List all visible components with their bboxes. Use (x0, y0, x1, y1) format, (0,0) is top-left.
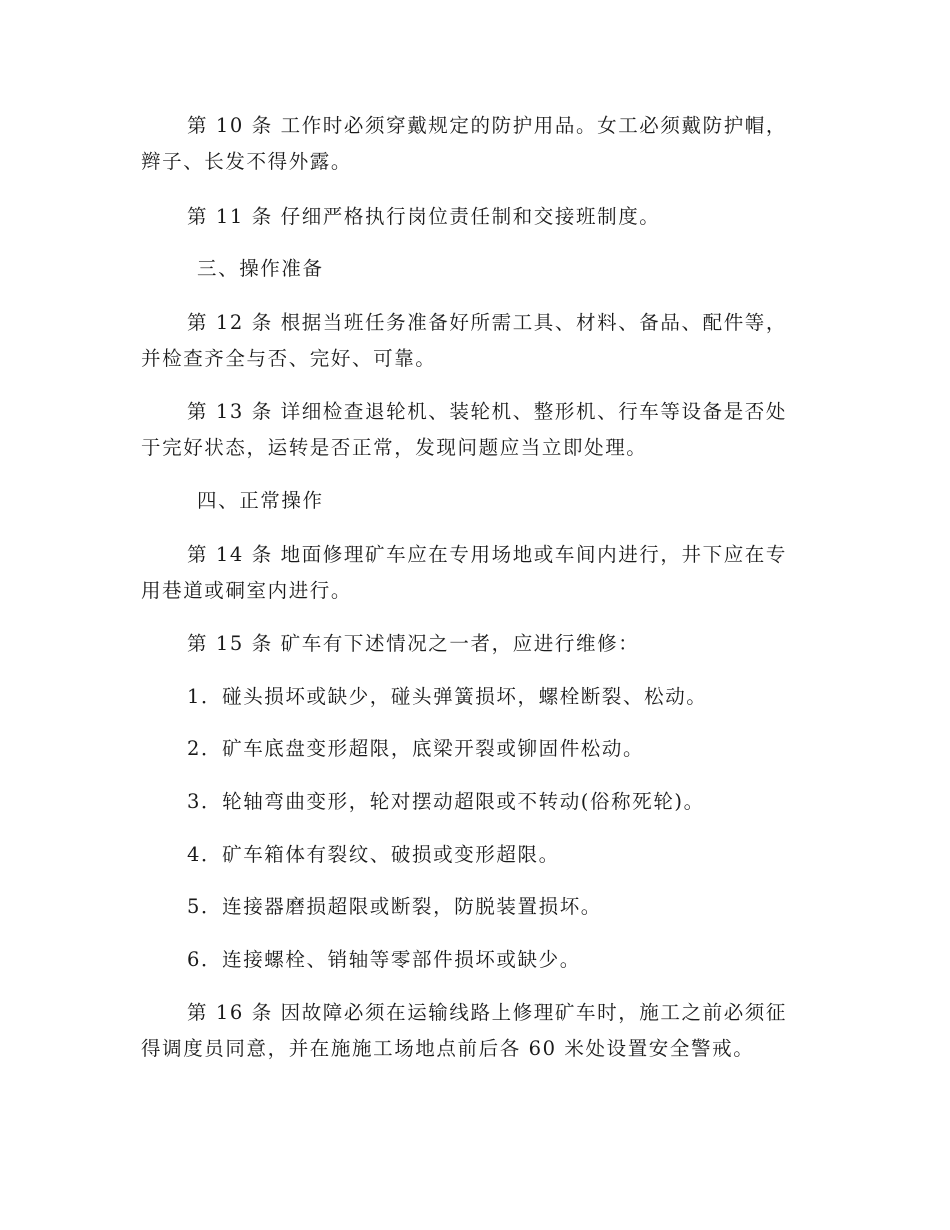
list-item-2: 2．矿车底盘变形超限，底梁开裂或铆固件松动。 (187, 737, 645, 760)
list-item-3: 3．轮轴弯曲变形，轮对摆动超限或不转动(俗称死轮)。 (187, 790, 705, 813)
list-item-5: 5．连接器磨损超限或断裂，防脱装置损坏。 (187, 895, 602, 918)
article-14-line-2: 用巷道或硐室内进行。 (141, 579, 353, 602)
article-12-line-1: 第 12 条 根据当班任务准备好所需工具、材料、备品、配件等， (187, 311, 788, 334)
article-16-line-1: 第 16 条 因故障必须在运输线路上修理矿车时，施工之前必须征 (187, 1001, 788, 1024)
article-11-line-1: 第 11 条 仔细严格执行岗位责任制和交接班制度。 (187, 205, 661, 228)
article-16-line-2: 得调度员同意，并在施施工场地点前后各 60 米处设置安全警戒。 (141, 1037, 755, 1060)
article-10-line-2: 辫子、长发不得外露。 (141, 150, 353, 173)
article-12-line-2: 并检查齐全与否、完好、可靠。 (141, 347, 437, 370)
section-heading-operation-preparation: 三、操作准备 (197, 257, 324, 280)
section-heading-normal-operation: 四、正常操作 (197, 489, 324, 512)
article-13-line-2: 于完好状态，运转是否正常，发现问题应当立即处理。 (141, 436, 648, 459)
article-14-line-1: 第 14 条 地面修理矿车应在专用场地或车间内进行，井下应在专 (187, 543, 788, 566)
article-13-line-1: 第 13 条 详细检查退轮机、装轮机、整形机、行车等设备是否处 (187, 400, 788, 423)
article-15-line-1: 第 15 条 矿车有下述情况之一者，应进行维修： (187, 632, 640, 655)
list-item-6: 6．连接螺栓、销轴等零部件损坏或缺少。 (187, 948, 581, 971)
list-item-1: 1．碰头损坏或缺少，碰头弹簧损坏，螺栓断裂、松动。 (187, 685, 708, 708)
article-10-line-1: 第 10 条 工作时必须穿戴规定的防护用品。女工必须戴防护帽， (187, 114, 788, 137)
list-item-4: 4．矿车箱体有裂纹、破损或变形超限。 (187, 843, 560, 866)
